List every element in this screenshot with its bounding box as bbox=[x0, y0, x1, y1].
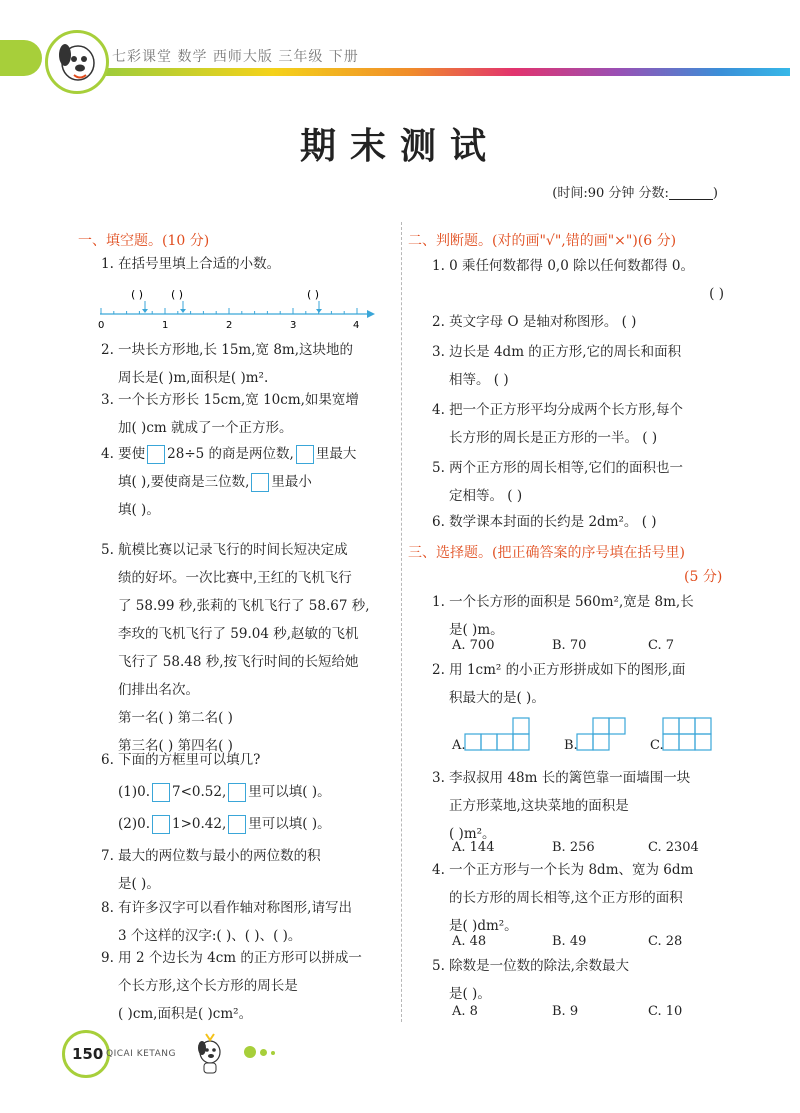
question-1-3 bbox=[101, 386, 401, 442]
time-score-line bbox=[552, 182, 718, 201]
q1-5-a: 5. 航模比赛以记录飞行的时间长短决定成 bbox=[101, 542, 348, 558]
question-3-3 bbox=[432, 764, 732, 848]
footer-dot-small bbox=[271, 1051, 275, 1055]
q1-4-a2: 28÷5 的商是两位数, bbox=[167, 446, 294, 462]
figure-b bbox=[576, 716, 636, 752]
answer-box[interactable] bbox=[152, 815, 170, 834]
choice-a[interactable]: A. bbox=[452, 738, 466, 753]
answer-box[interactable] bbox=[228, 783, 246, 802]
q2-4-a: 4. 把一个正方形平均分成两个长方形,每个 bbox=[432, 402, 683, 418]
choice-c[interactable]: C. 28 bbox=[648, 934, 683, 949]
q1-4-a3: 里最大 bbox=[315, 446, 357, 462]
question-1-4 bbox=[101, 440, 401, 524]
q1-7-b: 是( )。 bbox=[118, 876, 160, 892]
section-1-title bbox=[78, 230, 209, 250]
answer-box[interactable] bbox=[147, 445, 165, 464]
question-2-1 bbox=[432, 252, 732, 308]
q1-6-b2: 1>0.42, bbox=[172, 816, 227, 832]
answer-box[interactable] bbox=[152, 783, 170, 802]
tick-label-3: 3 bbox=[290, 320, 297, 331]
mascot-logo bbox=[45, 30, 109, 94]
q2-1-b: ( ) bbox=[709, 286, 724, 302]
question-1-7 bbox=[101, 842, 401, 898]
q1-5-d: 李玫的飞机飞行了 59.04 秒,赵敏的飞机 bbox=[118, 626, 359, 642]
question-2-2: 2. 英文字母 O 是轴对称图形。 ( ) bbox=[432, 314, 637, 330]
footer-dot-medium bbox=[260, 1049, 267, 1056]
tick-label-1: 1 bbox=[162, 320, 169, 331]
question-2-3 bbox=[432, 338, 732, 394]
column-divider bbox=[401, 222, 402, 1022]
figure-a bbox=[464, 716, 544, 752]
choice-a[interactable]: A. 144 bbox=[452, 840, 495, 855]
answer-box[interactable] bbox=[296, 445, 314, 464]
question-3-5 bbox=[432, 952, 732, 1008]
q2-3-a: 3. 边长是 4dm 的正方形,它的周长和面积 bbox=[432, 344, 682, 360]
q1-5-f: 们排出名次。 bbox=[118, 682, 199, 698]
section-1-score: (10 分) bbox=[162, 233, 210, 249]
q1-5-e: 飞行了 58.48 秒,按飞行时间的长短给她 bbox=[118, 654, 359, 670]
q3-3-a: 3. 李叔叔用 48m 长的篱笆靠一面墙围一块 bbox=[432, 770, 691, 786]
q2-4-b: 长方形的周长是正方形的一半。 ( ) bbox=[449, 430, 658, 446]
q1-4-b2: 里最小 bbox=[271, 474, 312, 490]
tick-label-0: 0 bbox=[98, 320, 105, 331]
tick-label-4: 4 bbox=[353, 320, 360, 331]
q3-1-choices bbox=[452, 638, 674, 653]
q1-5-b: 绩的好坏。一次比赛中,王红的飞机飞行 bbox=[118, 570, 352, 586]
section-3-title bbox=[408, 542, 685, 562]
time-score-label: (时间:90 分钟 分数: bbox=[552, 186, 669, 201]
q2-5-b: 定相等。 ( ) bbox=[449, 488, 523, 504]
figure-c bbox=[662, 716, 722, 752]
q2-1-a: 1. 0 乘任何数都得 0,0 除以任何数都得 0。 bbox=[432, 258, 694, 274]
choice-c[interactable]: C. 7 bbox=[648, 638, 675, 653]
dog-mascot-icon bbox=[48, 33, 106, 91]
question-1-2 bbox=[101, 336, 401, 392]
header-green-tab bbox=[0, 40, 42, 76]
q1-6-b1: (2)0. bbox=[118, 816, 151, 832]
choice-b[interactable]: B. 9 bbox=[552, 1004, 579, 1019]
q3-1-a: 1. 一个长方形的面积是 560m²,宽是 8m,长 bbox=[432, 594, 694, 610]
q3-3-choices bbox=[452, 840, 699, 855]
q1-8-a: 8. 有许多汉字可以看作轴对称图形,请写出 bbox=[101, 900, 352, 916]
q3-5-b: 是( )。 bbox=[449, 986, 491, 1002]
footer-dot-large bbox=[244, 1046, 256, 1058]
choice-b[interactable]: B. bbox=[564, 738, 578, 753]
q1-4-b1: 填( ),要使商是三位数, bbox=[118, 474, 250, 490]
q1-7-a: 7. 最大的两位数与最小的两位数的积 bbox=[101, 848, 321, 864]
section-3-heading: 三、选择题。 bbox=[408, 545, 492, 561]
choice-b[interactable]: B. 70 bbox=[552, 638, 587, 653]
page-title: 期末测试 bbox=[299, 126, 500, 167]
q3-3-b: 正方形菜地,这块菜地的面积是 bbox=[449, 798, 629, 814]
choice-a[interactable]: A. 8 bbox=[452, 1004, 478, 1019]
numberline-paren-2: ( ) bbox=[171, 288, 184, 301]
question-2-6: 6. 数学课本封面的长约是 2dm²。 ( ) bbox=[432, 514, 657, 530]
choice-c[interactable]: C. 10 bbox=[648, 1004, 683, 1019]
page-number: 150 bbox=[72, 1045, 104, 1063]
section-1-heading: 一、填空题。 bbox=[78, 233, 162, 249]
question-3-4 bbox=[432, 856, 732, 940]
q1-3-line-a: 3. 一个长方形长 15cm,宽 10cm,如果宽增 bbox=[101, 392, 359, 408]
q1-5-c: 了 58.99 秒,张莉的飞机飞行了 58.67 秒, bbox=[118, 598, 370, 614]
q3-5-choices bbox=[452, 1004, 682, 1019]
question-1-9 bbox=[101, 944, 401, 1028]
q1-8-b: 3 个这样的汉字:( )、( )、( )。 bbox=[118, 928, 302, 944]
choice-c[interactable]: C. bbox=[650, 738, 664, 753]
answer-box[interactable] bbox=[228, 815, 246, 834]
q1-6-b3: 里可以填( )。 bbox=[248, 816, 331, 832]
q3-4-b: 的长方形的周长相等,这个正方形的面积 bbox=[449, 890, 683, 906]
q1-3-line-b: 加( )cm 就成了一个正方形。 bbox=[118, 420, 293, 436]
q3-4-a: 4. 一个正方形与一个长为 8dm、宽为 6dm bbox=[432, 862, 694, 878]
q3-2-a: 2. 用 1cm² 的小正方形拼成如下的图形,面 bbox=[432, 662, 686, 678]
q1-2-line-a: 2. 一块长方形地,长 15m,宽 8m,这块地的 bbox=[101, 342, 353, 358]
q1-6-a2: 7<0.52, bbox=[172, 784, 227, 800]
choice-c[interactable]: C. 2304 bbox=[648, 840, 699, 855]
q3-4-choices bbox=[452, 934, 682, 949]
score-blank bbox=[669, 187, 713, 200]
answer-box[interactable] bbox=[251, 473, 269, 492]
q1-6-a1: (1)0. bbox=[118, 784, 151, 800]
q1-5-g: 第一名( ) 第二名( ) bbox=[118, 710, 233, 726]
q3-1-b: 是( )m。 bbox=[449, 622, 504, 638]
q1-9-c: ( )cm,面积是( )cm²。 bbox=[118, 1006, 253, 1022]
q3-4-c: 是( )dm²。 bbox=[449, 918, 518, 934]
section-2-heading: 二、判断题。 bbox=[408, 233, 492, 249]
question-2-4 bbox=[432, 396, 732, 452]
section-3-score-text: (5 分) bbox=[684, 569, 723, 585]
q2-3-b: 相等。 ( ) bbox=[449, 372, 509, 388]
q3-3-c: ( )m²。 bbox=[449, 826, 496, 842]
footer-brand: QICAI KETANG bbox=[106, 1049, 176, 1059]
numberline-paren-3: ( ) bbox=[307, 288, 320, 301]
question-1-1 bbox=[101, 250, 280, 278]
q1-9-a: 9. 用 2 个边长为 4cm 的正方形可以拼成一 bbox=[101, 950, 362, 966]
q1-5-h: 第三名( ) 第四名( ) bbox=[118, 738, 233, 754]
question-1-6 bbox=[101, 746, 401, 838]
number-line bbox=[95, 286, 380, 334]
q1-6-a3: 里可以填( )。 bbox=[248, 784, 331, 800]
question-1-8 bbox=[101, 894, 401, 950]
q1-4-c: 填( )。 bbox=[118, 502, 160, 518]
q1-9-b: 个长方形,这个长方形的周长是 bbox=[118, 978, 298, 994]
section-3-note: (把正确答案的序号填在括号里) bbox=[492, 545, 685, 561]
time-score-close: ) bbox=[712, 186, 718, 201]
question-2-5 bbox=[432, 454, 732, 510]
q3-5-a: 5. 除数是一位数的除法,余数最大 bbox=[432, 958, 629, 974]
q2-5-a: 5. 两个正方形的周长相等,它们的面积也一 bbox=[432, 460, 683, 476]
choice-a[interactable]: A. 48 bbox=[452, 934, 487, 949]
question-3-1 bbox=[432, 588, 732, 644]
question-1-5 bbox=[101, 536, 401, 760]
q3-2-b: 积最大的是( )。 bbox=[449, 690, 545, 706]
q1-1-text: 1. 在括号里填上合适的小数。 bbox=[101, 256, 281, 272]
section-2-title bbox=[408, 230, 676, 250]
q1-2-line-b: 周长是( )m,面积是( )m². bbox=[118, 370, 269, 386]
numberline-paren-1: ( ) bbox=[131, 288, 144, 301]
header-rainbow-bar bbox=[100, 68, 790, 76]
q1-4-a1: 4. 要使 bbox=[101, 446, 146, 462]
tick-label-2: 2 bbox=[226, 320, 233, 331]
choice-a[interactable]: A. 700 bbox=[452, 638, 495, 653]
q1-6-text: 6. 下面的方框里可以填几? bbox=[101, 752, 261, 768]
choice-b[interactable]: B. 256 bbox=[552, 840, 595, 855]
question-3-2 bbox=[432, 656, 732, 712]
section-2-score: (对的画"√",错的画"×")(6 分) bbox=[492, 233, 677, 249]
choice-b[interactable]: B. 49 bbox=[552, 934, 587, 949]
section-3-score bbox=[684, 566, 722, 586]
series-title: 七彩课堂 数学 西师大版 三年级 下册 bbox=[112, 49, 359, 65]
footer-mascot-icon bbox=[192, 1030, 228, 1078]
